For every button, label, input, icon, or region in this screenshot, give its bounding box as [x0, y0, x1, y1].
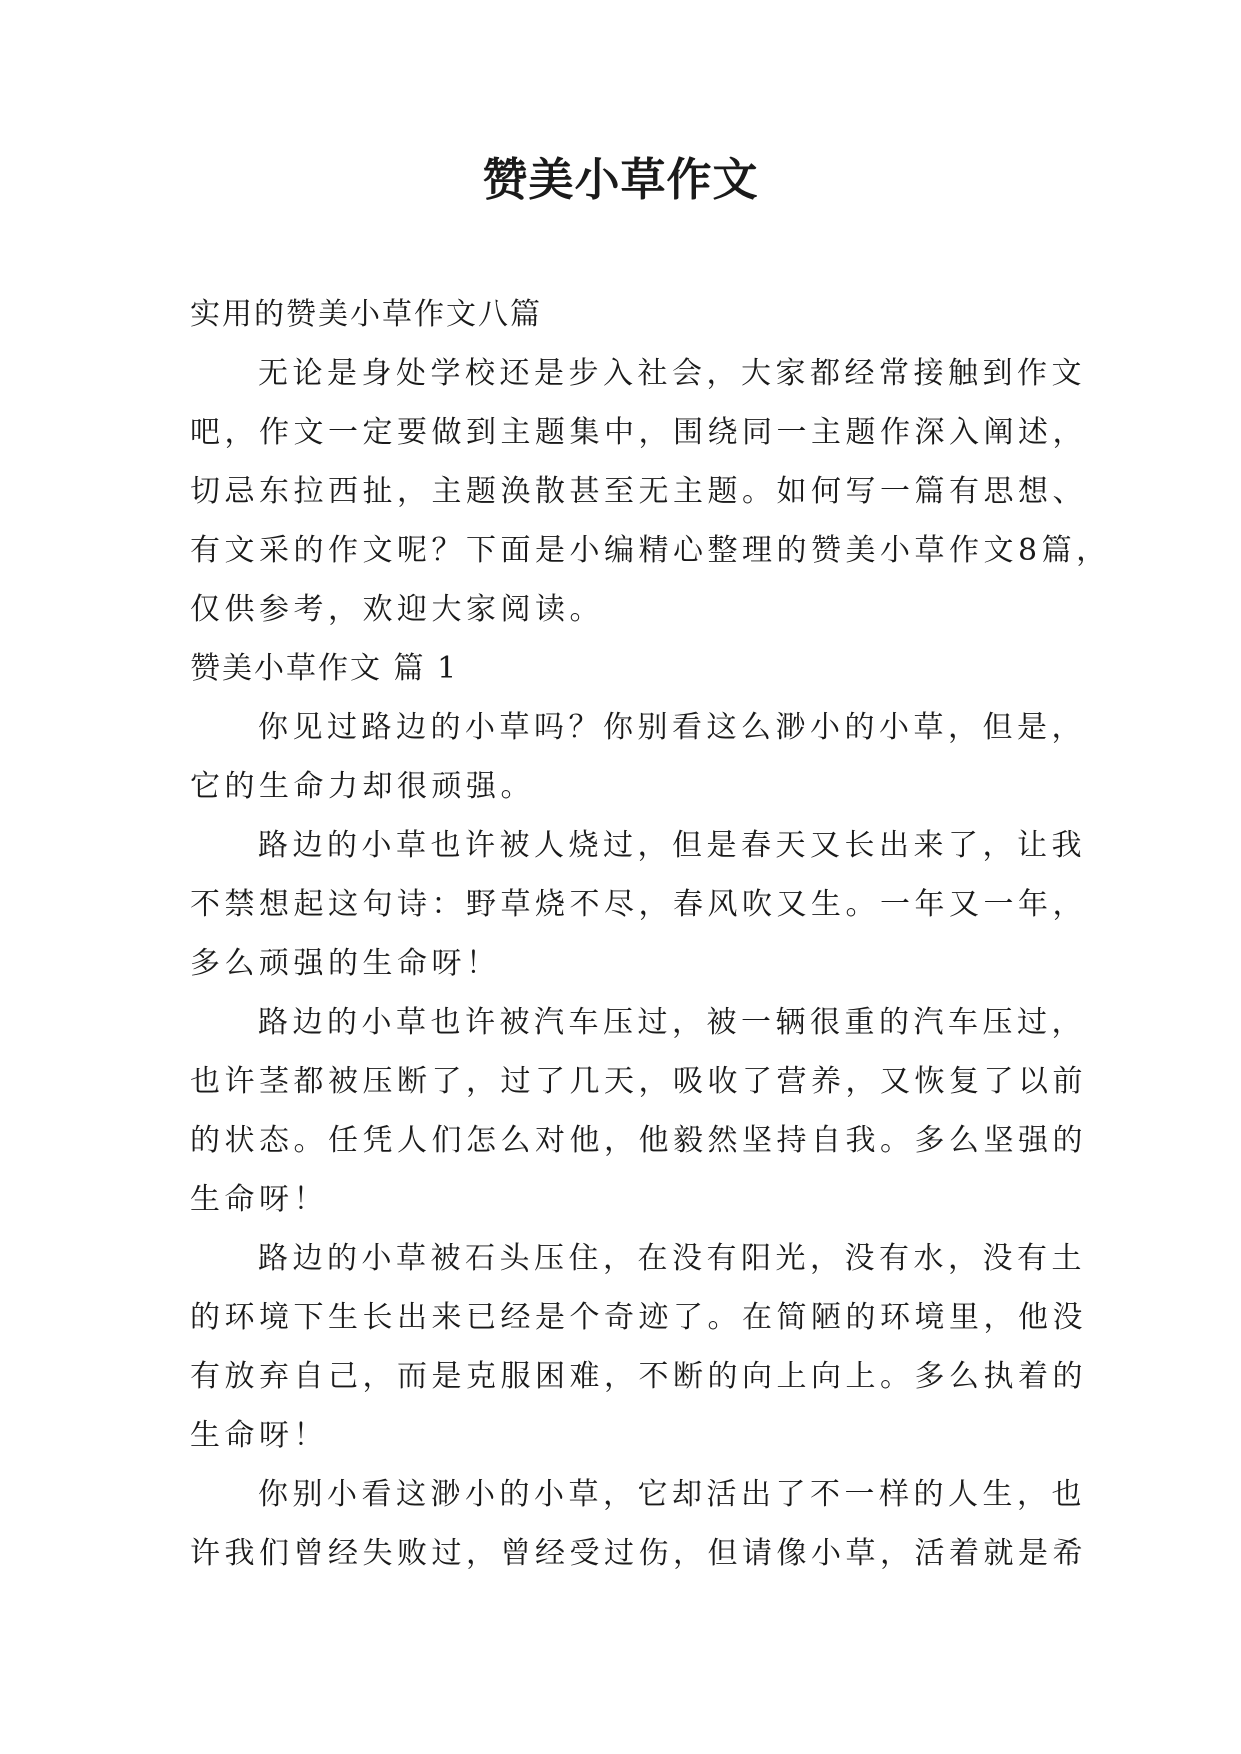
paragraph-line: 生命呀！ — [190, 1418, 328, 1453]
paragraph-line: 不禁想起这句诗：野草烧不尽，春风吹又生。一年又一年， — [190, 887, 1087, 922]
document-body — [190, 285, 1111, 1583]
paragraph-line: 无论是身处学校还是步入社会，大家都经常接触到作文 — [258, 356, 1086, 391]
paragraph-line: 的环境下生长出来已经是个奇迹了。在简陋的环境里，他没 — [190, 1300, 1087, 1335]
paragraph-line: 许我们曾经失败过，曾经受过伤，但请像小草，活着就是希 — [190, 1536, 1087, 1571]
intro-paragraph — [190, 344, 1111, 639]
body-paragraph — [190, 1465, 1087, 1583]
section-heading: 赞美小草作文 篇 1 — [190, 651, 459, 686]
body-paragraph — [190, 698, 1086, 816]
paragraph-line: 生命呀！ — [190, 1182, 328, 1217]
paragraph-line: 你别小看这渺小的小草，它却活出了不一样的人生，也 — [258, 1477, 1086, 1512]
paragraph-line: 有放弃自己，而是克服困难，不断的向上向上。多么执着的 — [190, 1359, 1087, 1394]
paragraph-line: 切忌东拉西扯，主题涣散甚至无主题。如何写一篇有思想、 — [190, 474, 1087, 509]
document-subtitle: 实用的赞美小草作文八篇 — [190, 297, 542, 332]
paragraph-line: 你见过路边的小草吗？你别看这么渺小的小草，但是， — [258, 710, 1086, 745]
paragraph-line: 路边的小草也许被人烧过，但是春天又长出来了，让我 — [258, 828, 1086, 863]
paragraph-line: 仅供参考，欢迎大家阅读。 — [190, 592, 604, 627]
paragraph-line: 的状态。任凭人们怎么对他，他毅然坚持自我。多么坚强的 — [190, 1123, 1087, 1158]
body-paragraph — [190, 816, 1087, 993]
paragraph-line: 多么顽强的生命呀！ — [190, 946, 501, 981]
body-paragraph — [190, 993, 1087, 1229]
document-title: 赞美小草作文 — [482, 153, 759, 206]
paragraph-line: 吧，作文一定要做到主题集中，围绕同一主题作深入阐述， — [190, 415, 1087, 450]
paragraph-line: 路边的小草也许被汽车压过，被一辆很重的汽车压过， — [258, 1005, 1086, 1040]
body-paragraph — [190, 1229, 1087, 1465]
paragraph-line: 路边的小草被石头压住，在没有阳光，没有水，没有土 — [258, 1241, 1086, 1276]
paragraph-line: 它的生命力却很顽强。 — [190, 769, 535, 804]
paragraph-line: 也许茎都被压断了，过了几天，吸收了营养，又恢复了以前 — [190, 1064, 1087, 1099]
paragraph-line: 有文采的作文呢？下面是小编精心整理的赞美小草作文8篇， — [190, 533, 1111, 568]
